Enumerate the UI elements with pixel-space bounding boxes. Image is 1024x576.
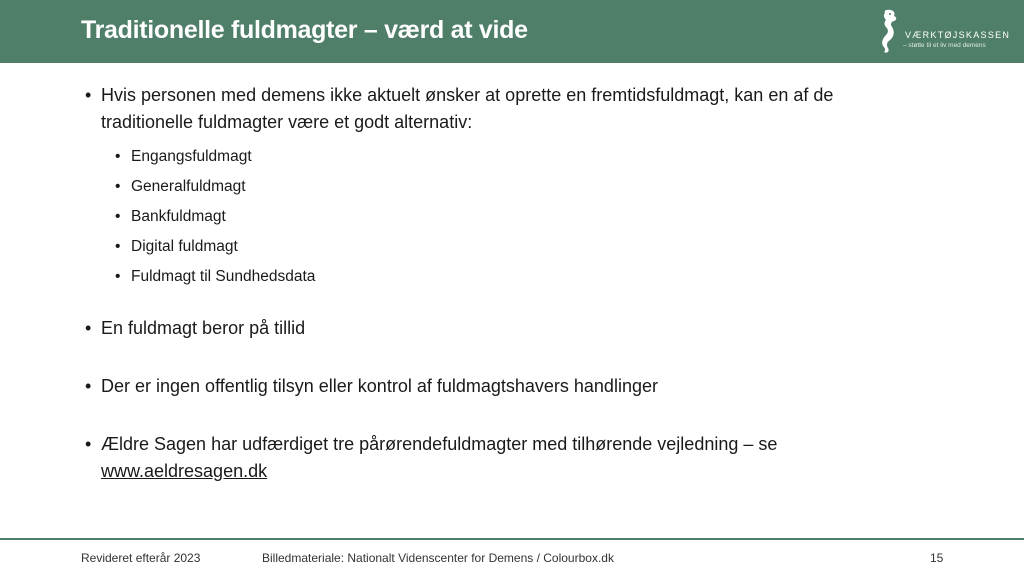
logo-tagline: – støtte til et liv med demens [903, 42, 986, 49]
sub-bullet-generalfuldmagt: • Generalfuldmagt [115, 172, 885, 202]
logo [878, 8, 1018, 56]
page-number: 15 [930, 551, 944, 565]
footer-credits: Billedmateriale: Nationalt Videnscenter for Demens / Colourbox.dk [262, 551, 614, 565]
bullet-text: Der er ingen offentlig tilsyn eller kontrol af fuldmagtshavers handlinger [101, 376, 658, 396]
sub-bullet-list [115, 142, 885, 292]
aeldresagen-link[interactable]: www.aeldresagen.dk [101, 461, 268, 481]
logo-name: VÆRKTØJSKASSEN [905, 30, 1011, 40]
footer-divider [0, 538, 1024, 540]
bullet-traditional-alternative [85, 82, 885, 136]
slide-header [0, 0, 1024, 63]
bullet-no-oversight [85, 373, 885, 400]
bullet-text: Ældre Sagen har udfærdiget tre pårørendefuldmagter med tilhørende vejledning – se [101, 434, 778, 454]
slide-title: Traditionelle fuldmagter – værd at vide [81, 16, 528, 44]
sub-bullet-sundhedsdata: • Fuldmagt til Sundhedsdata [115, 262, 885, 292]
sub-bullet-engangsfuldmagt: • Engangsfuldmagt [115, 142, 885, 172]
bullet-trust [85, 315, 885, 342]
bullet-aeldre-sagen [85, 431, 885, 485]
bullet-text: En fuldmagt beror på tillid [101, 318, 306, 338]
footer-revised: Revideret efterår 2023 [81, 551, 201, 565]
seahorse-icon [878, 8, 902, 56]
sub-bullet-digital-fuldmagt: • Digital fuldmagt [115, 232, 885, 262]
sub-bullet-bankfuldmagt: • Bankfuldmagt [115, 202, 885, 232]
slide-body [85, 82, 885, 485]
bullet-text: Hvis personen med demens ikke aktuelt ønsker at oprette en fremtidsfuldmagt, kan en af de traditionelle fuldmagter være et godt alternativ: [101, 85, 834, 132]
